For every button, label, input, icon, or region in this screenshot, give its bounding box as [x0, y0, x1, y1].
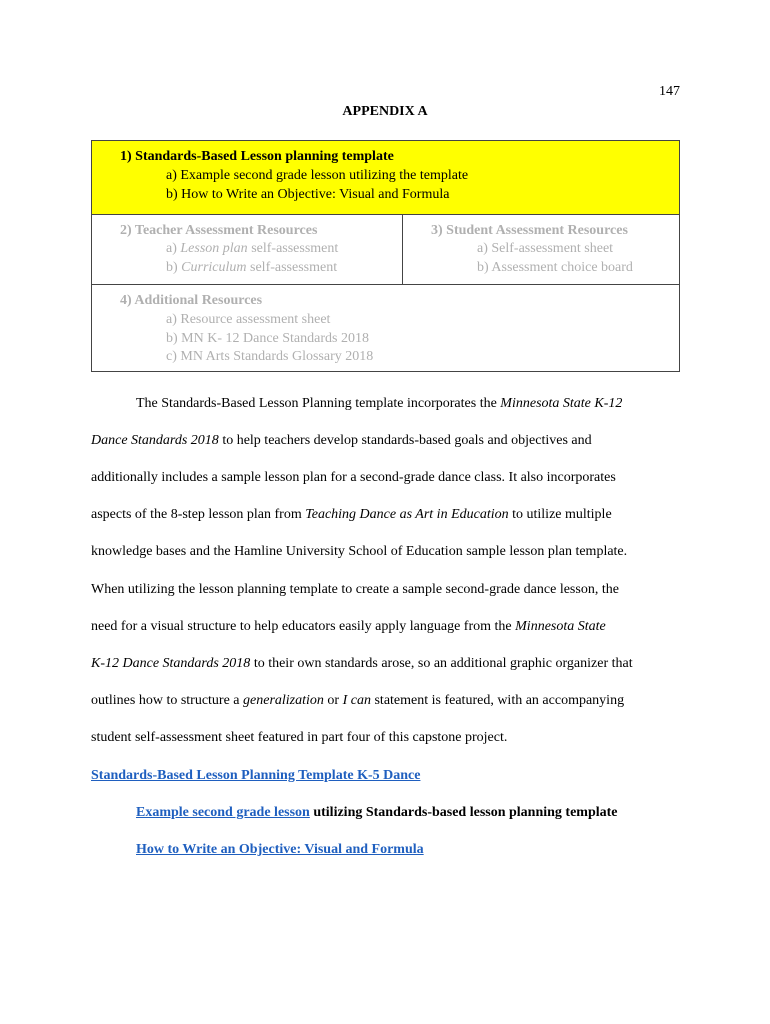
section-3-heading: 3) Student Assessment Resources	[431, 223, 628, 238]
paragraph-line	[91, 656, 633, 672]
paragraph-emphasis: Teaching Dance as Art in Education	[305, 507, 509, 522]
page-number: 147	[659, 84, 680, 99]
paragraph-line: knowledge bases and the Hamline University School of Education sample lesson plan template.	[91, 544, 628, 559]
paragraph-line	[136, 396, 622, 412]
lesson-planning-template-link[interactable]: Standards-Based Lesson Planning Template K-5 Dance	[91, 768, 421, 783]
section-2-item-a-text: self-assessment	[247, 241, 339, 256]
paragraph-line	[91, 693, 624, 709]
paragraph-line: additionally includes a sample lesson plan for a second-grade dance class. It also incorporates	[91, 470, 616, 485]
section-teacher-assessment	[92, 215, 403, 285]
example-lesson-description: utilizing Standards-based lesson planning template	[309, 805, 618, 820]
paragraph-emphasis: generalization	[243, 693, 324, 708]
paragraph-line: student self-assessment sheet featured in part four of this capstone project.	[91, 730, 508, 745]
section-1-item-b: b) How to Write an Objective: Visual and Formula	[166, 187, 450, 202]
paragraph-emphasis: Minnesota State K-12	[500, 396, 623, 411]
paragraph-emphasis: I can	[342, 693, 371, 708]
paragraph-line: When utilizing the lesson planning template to create a sample second-grade dance lesson, the	[91, 582, 619, 597]
paragraph-line	[91, 507, 612, 523]
section-2-item-a	[166, 241, 338, 257]
section-4-item-b: b) MN K- 12 Dance Standards 2018	[166, 331, 369, 346]
paragraph-text: aspects of the 8-step lesson plan from	[91, 507, 306, 522]
contents-table	[91, 140, 680, 372]
paragraph-text: statement is featured, with an accompanying	[370, 693, 625, 708]
section-1-item-a: a) Example second grade lesson utilizing the template	[166, 168, 469, 183]
paragraph-text: to their own standards arose, so an additional graphic organizer that	[250, 656, 633, 671]
paragraph-text: The Standards-Based Lesson Planning template incorporates the	[136, 396, 501, 411]
example-lesson-link[interactable]: Example second grade lesson	[136, 805, 310, 820]
section-2-item-a-marker: a)	[166, 241, 181, 256]
write-objective-link[interactable]: How to Write an Objective: Visual and Formula	[136, 842, 424, 857]
section-2-item-b-emphasis: Curriculum	[181, 260, 247, 275]
section-2-item-b-marker: b)	[166, 260, 182, 275]
section-student-assessment	[403, 215, 679, 285]
section-2-item-b-text: self-assessment	[246, 260, 338, 275]
paragraph-text: or	[323, 693, 343, 708]
paragraph-emphasis: K-12 Dance Standards 2018	[91, 656, 251, 671]
section-2-heading: 2) Teacher Assessment Resources	[120, 223, 318, 238]
section-additional-resources	[92, 285, 679, 371]
link-lesson-planning-template-row	[91, 768, 420, 784]
section-3-item-b: b) Assessment choice board	[477, 260, 633, 275]
section-lesson-planning	[92, 141, 679, 215]
section-2-item-b	[166, 260, 337, 276]
section-4-item-c: c) MN Arts Standards Glossary 2018	[166, 349, 374, 364]
paragraph-text: need for a visual structure to help educators easily apply language from the	[91, 619, 516, 634]
section-2-item-a-emphasis: Lesson plan	[180, 241, 248, 256]
paragraph-text: to help teachers develop standards-based goals and objectives and	[218, 433, 592, 448]
page-title: APPENDIX A	[342, 104, 428, 119]
paragraph-line	[91, 619, 606, 635]
objective-link-row	[136, 842, 424, 858]
paragraph-emphasis: Minnesota State	[515, 619, 606, 634]
example-lesson-row	[136, 805, 618, 821]
paragraph-line	[91, 433, 592, 449]
paragraph-text: outlines how to structure a	[91, 693, 244, 708]
section-1-heading: 1) Standards-Based Lesson planning template	[120, 149, 394, 164]
section-4-heading: 4) Additional Resources	[120, 293, 263, 308]
section-3-item-a: a) Self-assessment sheet	[477, 241, 614, 256]
section-4-item-a: a) Resource assessment sheet	[166, 312, 331, 327]
paragraph-emphasis: Dance Standards 2018	[91, 433, 219, 448]
paragraph-text: to utilize multiple	[508, 507, 612, 522]
